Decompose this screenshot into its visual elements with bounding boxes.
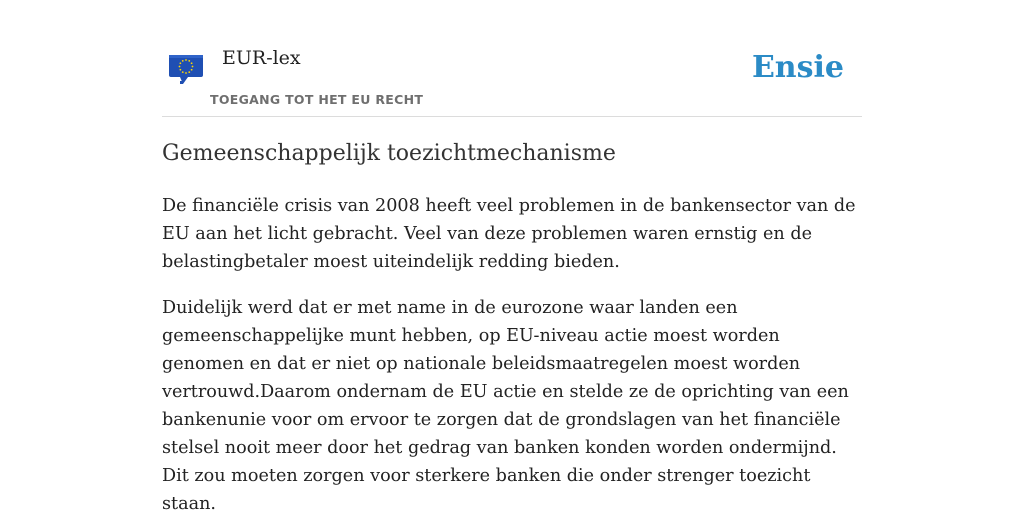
eu-flag-speech-bubble-icon [168, 52, 204, 88]
header [162, 0, 862, 117]
source-name: EUR-lex [222, 47, 301, 69]
article-paragraph: De financiële crisis van 2008 heeft veel problemen in de bankensector van de EU aan het licht gebracht. Veel van deze problemen waren ernstig en de belastingbetaler moest uiteindelijk redding bieden. [162, 196, 856, 272]
brand-logo-link[interactable]: Ensie [751, 50, 844, 85]
source-tagline: TOEGANG TOT HET EU RECHT [210, 92, 424, 107]
article-title: Gemeenschappelijk toezichtmechanisme [162, 141, 616, 166]
article [162, 136, 862, 512]
article-paragraph: Duidelijk werd dat er met name in de eurozone waar landen een gemeenschappelijke munt hebben, op EU-niveau actie moest worden genomen en dat er niet op nationale beleidsmaatregelen moest worden vertrouwd.Daarom ondernam de EU actie en stelde ze de oprichting van een bankenunie voor om ervoor te zorgen dat de grondslagen van het financiële stelsel nooit meer door het gedrag van banken konden worden ondermijnd. Dit zou moeten zorgen voor sterkere banken die onder strenger toezicht staan. [162, 298, 849, 512]
